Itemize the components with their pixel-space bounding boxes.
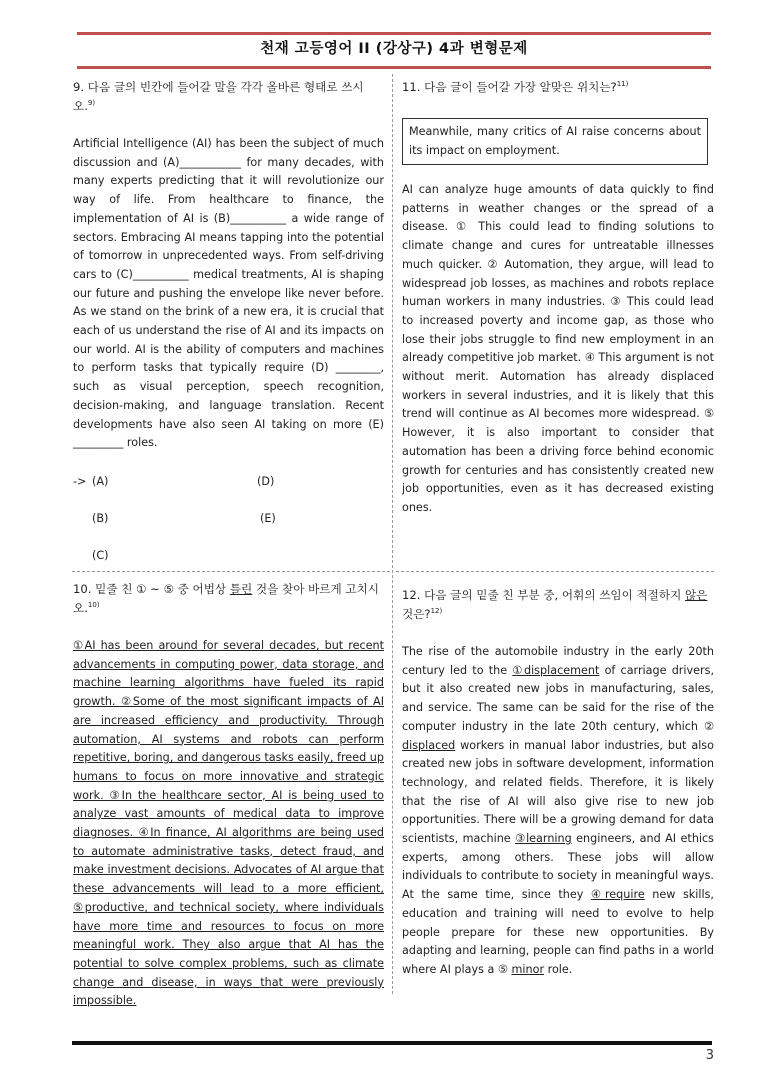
question-11-passage: AI can analyze huge amounts of data quickly to find patterns in weather changes or the spread of a disease. ① This could lead to finding solutions to climate change and cures for untreatable illnesses much quicker. ② Automation, they argue, will lead to widespread job losses, as machines and robots replace human workers in many industries. ③ This could lead to increased poverty and income gap, as those who lose their jobs struggle to find new employment in an already competitive job market. ④ This argument is not without merit. Automation has already displaced workers in several industries, and it is likely that this trend will continue as AI becomes more widespread. ⑤ However, it is also important to consider that automation has been a driving force behind economic growth for centuries and has consistently created new job opportunities, even as it has decreased existing ones. xyxy=(402,183,714,514)
question-10-heading: 10. 밑줄 친 ① ~ ⑤ 중 어법상 틀린 것을 찾아 바르게 고치시오.$^{10)}$ xyxy=(73,582,379,615)
answer-label-d: (D) xyxy=(257,474,275,488)
question-9 xyxy=(73,78,384,583)
footnote-marker: 11) xyxy=(616,80,629,89)
question-12-passage: The rise of the automobile industry in the early 20th century led to the ①displacement of carriage drivers, but it also created new jobs in manufacturing, sales, and service. The same can be said for the rise of the computer industry in the late 20th century, which ② displaced workers in manual labor industries, but also created new jobs in software development, information technology, and related fields. Therefore, it is likely that the rise of AI will also give rise to new job opportunities. There will be a growing demand for data scientists, machine ③learning engineers, and AI ethics experts, among others. These jobs will allow individuals to contribute to society in meaningful ways. At the same time, since they ④require new skills, education and training will need to evolve to help people prepare for these new opportunities. By adapting and learning, people can find paths in a world where AI plays a ⑤ minor role. xyxy=(402,645,714,976)
underlined-word-1: ①displacement xyxy=(512,663,600,677)
underlined-word-3: ③learning xyxy=(515,832,572,846)
answer-arrow: -> xyxy=(73,474,87,488)
header-top-rule xyxy=(77,32,711,35)
question-12-heading: 12. 다음 글의 밑줄 친 부분 중, 어휘의 쓰임이 적절하지 않은 것은?$^{12)}$ xyxy=(402,588,708,621)
question-10-passage: ①AI has been around for several decades, but recent advancements in computing power, data storage, and machine learning algorithms have fueled its rapid growth. ②Some of the most significant impacts of AI are increased efficiency and productivity. Through automation, AI systems and robots can perform repetitive, boring, and dangerous tasks easily, freed up humans to focus on more innovative and strategic work. ③In the healthcare sector, AI is being used to analyze vast amounts of medical data to improve diagnoses. ④In finance, AI algorithms are being used to automate administrative tasks, detect fraud, and make investment decisions. Advocates of AI argue that these advancements will lead to a more efficient, ⑤productive, and technical society, where individuals have more time and resources to focus on more meaningful work. They also argue that AI has the potential to solve complex problems, such as climate change and disease, in ways that were previously impossible. xyxy=(73,639,384,1008)
answer-label-a: (A) xyxy=(92,474,109,488)
underlined-word-4: ④require xyxy=(590,888,645,902)
page-number: 3 xyxy=(705,1048,714,1063)
question-9-passage: Artificial Intelligence (AI) has been the subject of much discussion and (A)___________ for many decades, with many experts predicting that it will revolutionize our way of life. From healthcare to finance, the implementation of AI is (B)__________ a wide range of sectors. Embracing AI means tapping into the potential of tomorrow in unprecedented ways. From self-driving cars to (C)__________ medical treatments, AI is shaping our future and pushing the envelope like never before. As we stand on the brink of a new era, it is crucial that each of us understand the rise of AI and its impacts on our world. AI is the ability of computers and machines to perform tasks that typically require (D) ________, such as visual perception, speech recognition, decision-making, and language translation. Recent developments have also seen AI taking on more (E) _________ roles. xyxy=(73,137,384,450)
question-11 xyxy=(402,78,714,518)
answer-label-c: (C) xyxy=(92,548,109,562)
section-divider-right xyxy=(396,571,714,572)
underlined-word-2: displaced xyxy=(402,738,456,752)
header-bottom-rule xyxy=(77,66,711,69)
question-12 xyxy=(402,586,714,980)
answer-area xyxy=(73,472,384,583)
underlined-word-5: minor xyxy=(511,962,545,976)
answer-label-e: (E) xyxy=(260,511,276,525)
footnote-marker: 10) xyxy=(87,601,100,610)
footnote-marker: 9) xyxy=(87,99,96,108)
insert-sentence-box: Meanwhile, many critics of AI raise concerns about its impact on employment. xyxy=(402,118,708,165)
question-9-heading: 9. 다음 글의 빈칸에 들어갈 말을 각각 올바른 형태로 쓰시오.$^{9)}$ xyxy=(73,80,364,113)
column-divider xyxy=(392,74,393,994)
answer-label-b: (B) xyxy=(92,511,109,525)
question-11-heading: 11. 다음 글이 들어갈 가장 알맞은 위치는?$^{11)}$ xyxy=(402,80,629,94)
page-title: 천재 고등영어 II (강상구) 4과 변형문제 xyxy=(260,41,528,57)
question-10 xyxy=(73,580,384,1011)
footer-rule xyxy=(72,1041,712,1045)
footnote-marker: 12) xyxy=(430,607,443,616)
